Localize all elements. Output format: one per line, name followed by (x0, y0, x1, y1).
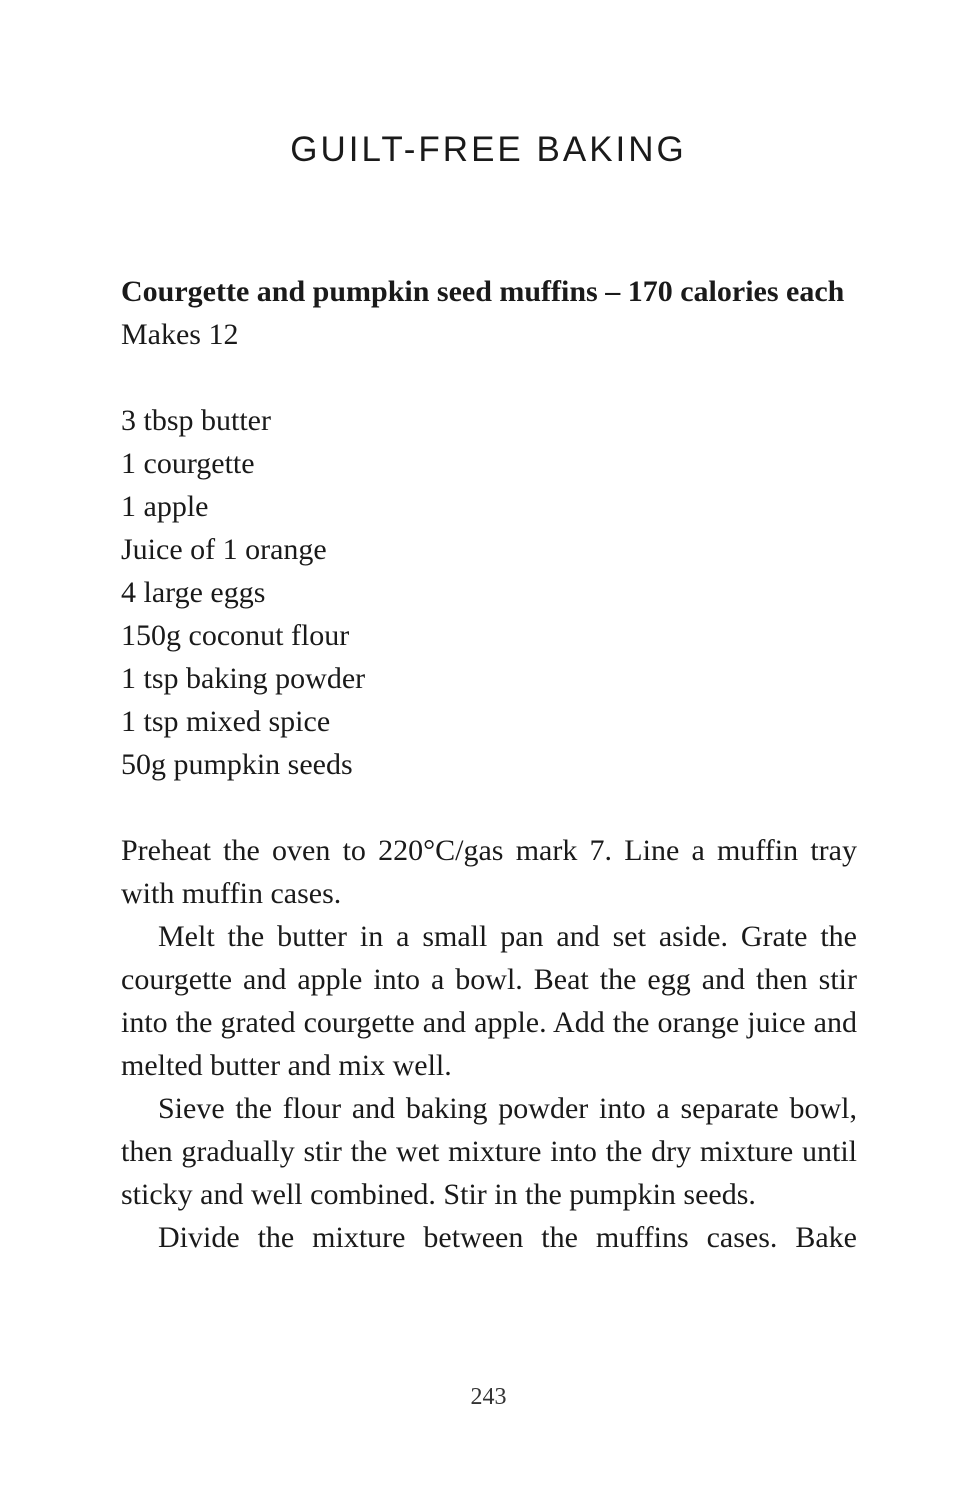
ingredient-list (121, 399, 857, 786)
recipe-yield: Makes 12 (121, 318, 239, 351)
ingredient-item: 1 tsp baking powder (121, 662, 366, 695)
running-head: GUILT-FREE BAKING (290, 130, 687, 169)
ingredient-item: 1 tsp mixed spice (121, 705, 331, 738)
recipe (121, 270, 857, 1259)
recipe-title: Courgette and pumpkin seed muffins – 170 calories each (121, 275, 845, 308)
ingredient-item: Juice of 1 orange (121, 533, 327, 566)
page-number: 243 (470, 1384, 507, 1410)
method (121, 829, 857, 1259)
method-paragraph: Preheat the oven to 220°C/gas mark 7. Line a muffin tray with muffin cases. (121, 834, 857, 910)
method-paragraph: Divide the mixture between the muffins cases. Bake (158, 1221, 857, 1254)
ingredient-item: 50g pumpkin seeds (121, 748, 353, 781)
ingredient-item: 1 apple (121, 490, 209, 523)
ingredient-item: 1 courgette (121, 447, 255, 480)
ingredient-item: 150g coconut flour (121, 619, 350, 652)
method-paragraph: Sieve the flour and baking powder into a separate bowl, then gradually stir the wet mixture into the dry mixture until sticky and well combined. Stir in the pumpkin seeds. (121, 1092, 857, 1211)
method-paragraph: Melt the butter in a small pan and set aside. Grate the courgette and apple into a bowl. Beat the egg and then stir into the grated courgette and apple. Add the orange juice and melted butter and mix well. (121, 920, 857, 1082)
ingredient-item: 3 tbsp butter (121, 404, 271, 437)
ingredient-item: 4 large eggs (121, 576, 266, 609)
